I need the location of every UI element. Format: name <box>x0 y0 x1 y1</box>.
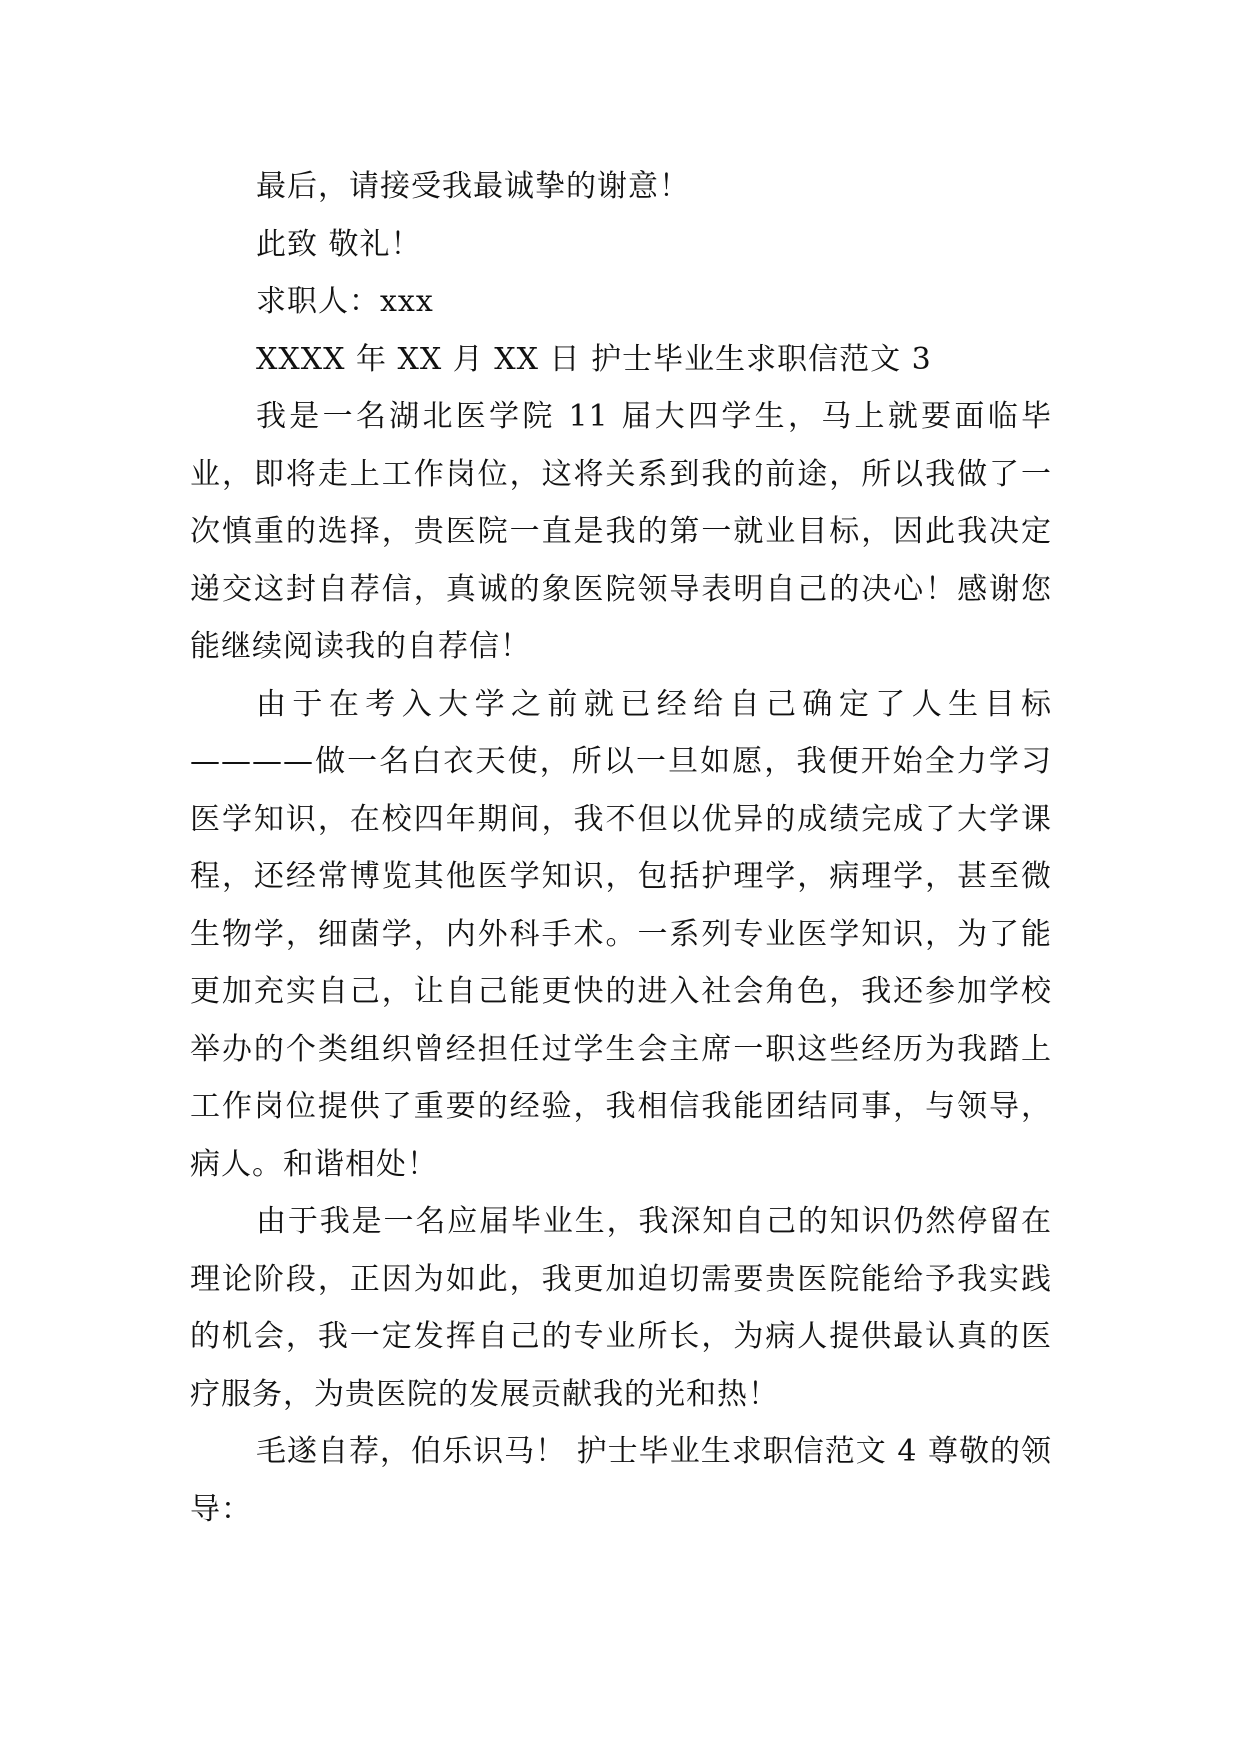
salutation-paragraph: 此致 敬礼！ <box>256 226 422 262</box>
document-body <box>190 158 1052 1538</box>
closing-thanks-paragraph: 最后，请接受我最诚挚的谢意！ <box>256 169 690 204</box>
self-recommend-paragraph: 毛遂自荐，伯乐识马！ 护士毕业生求职信范文 4 尊敬的领导： <box>190 1434 1052 1527</box>
intro-paragraph: 我是一名湖北医学院 11 届大四学生，马上就要面临毕业，即将走上工作岗位，这将关系到我的前途，所以我做了一次慎重的选择，贵医院一直是我的第一就业目标，因此我决定递交这封自荐信，真诚的象医院领导表明自己的决心！感谢您能继续阅读我的自荐信！ <box>190 399 1052 664</box>
date-and-heading-paragraph: XXXX 年 XX 月 XX 日 护士毕业生求职信范文 3 <box>256 341 932 377</box>
applicant-name-paragraph: 求职人：xxx <box>256 284 434 319</box>
graduate-paragraph: 由于我是一名应届毕业生，我深知自己的知识仍然停留在理论阶段，正因为如此，我更加迫切需要贵医院能给予我实践的机会，我一定发挥自己的专业所长，为病人提供最认真的医疗服务，为贵医院的发展贡献我的光和热！ <box>190 1204 1052 1412</box>
experience-paragraph: 由于在考入大学之前就已经给自己确定了人生目标————做一名白衣天使，所以一旦如愿，我便开始全力学习医学知识，在校四年期间，我不但以优异的成绩完成了大学课程，还经常博览其他医学知识，包括护理学，病理学，甚至微生物学，细菌学，内外科手术。一系列专业医学知识，为了能更加充实自己，让自己能更快的进入社会角色，我还参加学校举办的个类组织曾经担任过学生会主席一职这些经历为我踏上工作岗位提供了重要的经验，我相信我能团结同事，与领导，病人。和谐相处！ <box>190 686 1052 1182</box>
